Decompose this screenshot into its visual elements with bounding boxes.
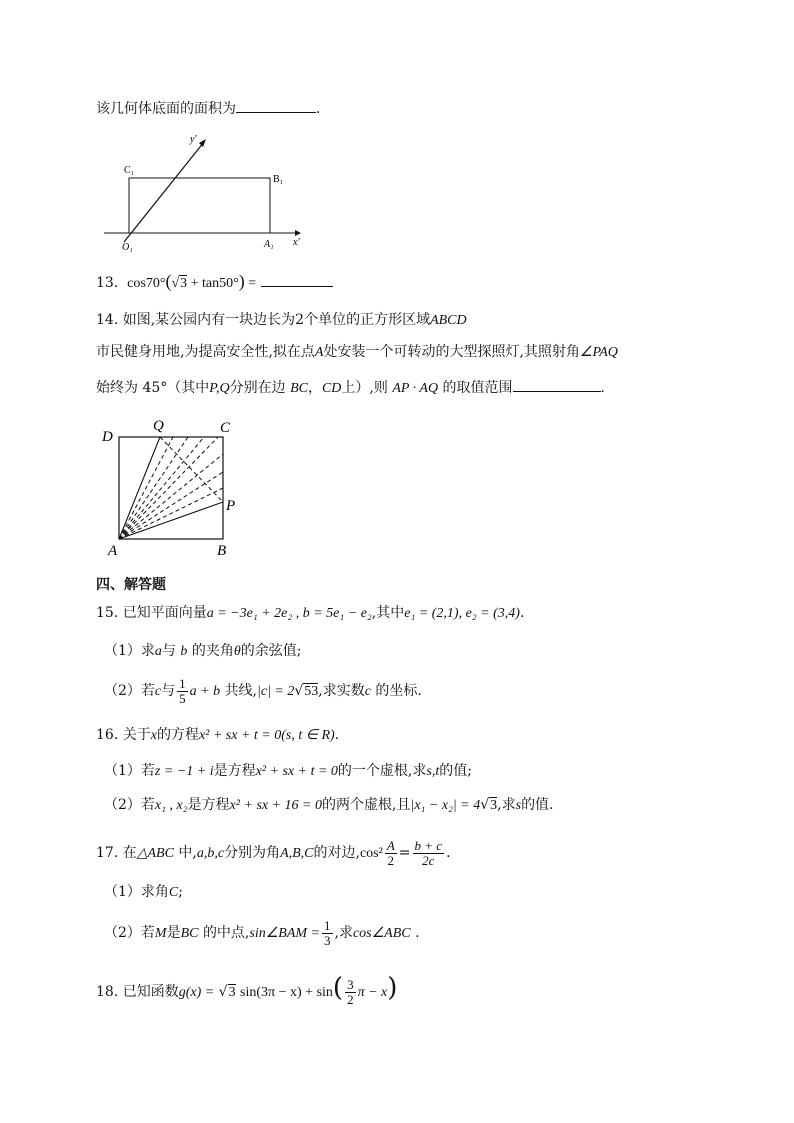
q14-line2: 市民健身用地,为提高安全性,拟在点A处安装一个可转动的大型探照灯,其照射角∠PAQ <box>96 344 618 360</box>
label-b1: B₁ <box>273 174 284 185</box>
q14-vector-product: AP · AQ <box>392 381 439 396</box>
q16-part1: （1）若z = −1 + i是方程x² + sx + t = 0的一个虚根,求s,t的值; <box>104 763 472 779</box>
label-a: A <box>108 543 118 559</box>
label-c: C <box>220 420 231 436</box>
q17-fraction-a-over-2: $\frac{A}{2}$ <box>386 837 395 868</box>
dashed-ray-5 <box>119 454 223 539</box>
q15-part1: （1）求a与 b 的夹角θ的余弦值; <box>104 643 302 659</box>
q12-answer-blank[interactable] <box>236 98 316 113</box>
dashed-ray-1 <box>119 437 173 539</box>
label-a1: A₁ <box>264 239 274 250</box>
dashed-ray-7 <box>119 488 223 539</box>
q17-part2: （2）若M是BC 的中点,sin∠BAM = $\frac{1}{3}$ ,求cos∠ABC . <box>104 917 420 948</box>
q17-fraction-one-third: $\frac{1}{3}$ <box>324 917 331 948</box>
q18-fraction-three-halves: $\frac{3}{2}$ <box>347 976 354 1007</box>
dashed-ray-4 <box>119 437 218 539</box>
q13: 13. cos70°(√3 + tan50°) = <box>96 271 333 294</box>
q14-answer-blank[interactable] <box>513 377 601 392</box>
label-x-axis: x′ <box>293 237 300 248</box>
x-axis-arrow <box>295 230 301 236</box>
q15-part2: （2）若c与 $\frac{1}{5}$ a + b 共线,|c| = 2√53,求实数c 的坐标. <box>104 675 422 706</box>
square-abcd <box>119 437 223 539</box>
y-axis <box>124 142 204 242</box>
label-p: P <box>226 498 236 514</box>
q17-part1: （1）求角C; <box>104 884 183 900</box>
q18-stem: 18. 已知函数g(x) = √3 sin(3π − x) + sin( $\frac{3}{2}$ π − x) <box>96 973 398 1007</box>
y-axis-arrow <box>199 139 206 147</box>
label-d: D <box>102 429 113 445</box>
q17-stem: 17. 在△ABC 中,a,b,c分别为角A,B,C的对边,cos² $\frac{A}{2}$ = $\frac{b + c}{2c}$ . <box>96 837 451 868</box>
dashed-ray-6 <box>119 472 223 539</box>
label-y-axis: y′ <box>190 134 197 145</box>
q17-fraction-bc-over-2c: $\frac{b + c}{2c}$ <box>414 837 443 868</box>
figure-square-searchlight <box>98 414 248 560</box>
q16-stem: 16. 关于x的方程x² + sx + t = 0(s, t ∈ R). <box>96 727 340 743</box>
figure-oblique-rectangle <box>98 130 308 252</box>
q14-line1: 14. 如图,某公园内有一块边长为2个单位的正方形区域ABCD <box>96 312 467 328</box>
q12-tail: 该几何体底面的面积为 . <box>96 98 320 119</box>
q16-part2: （2）若x₁ , x₂是方程x² + sx + 16 = 0的两个虚根,且|x₁ − x₂| = 4√3,求s的值. <box>104 797 554 813</box>
label-c1: C₁ <box>124 165 135 176</box>
label-q: Q <box>153 418 164 434</box>
q15-stem: 15. 已知平面向量a = −3e₁ + 2e₂ , b = 5e₁ − e₂,其中e₁ = (2,1), e₂ = (3,4). <box>96 605 525 621</box>
ray-aq <box>119 437 160 539</box>
label-o1: O₁ <box>122 242 133 252</box>
label-b: B <box>217 543 227 559</box>
section-heading: 四、解答题 <box>96 577 166 593</box>
q13-answer-blank[interactable] <box>261 272 333 287</box>
q13-expr: cos70°(√3 + tan50°) = <box>127 271 257 291</box>
q15-fraction: $\frac{1}{5}$ <box>179 675 186 706</box>
q14-line3: 始终为 45°（其中P,Q分别在边 BC，CD上）,则 AP · AQ 的取值范围 . <box>96 377 605 399</box>
rectangle-o1a1b1c1 <box>129 178 270 233</box>
